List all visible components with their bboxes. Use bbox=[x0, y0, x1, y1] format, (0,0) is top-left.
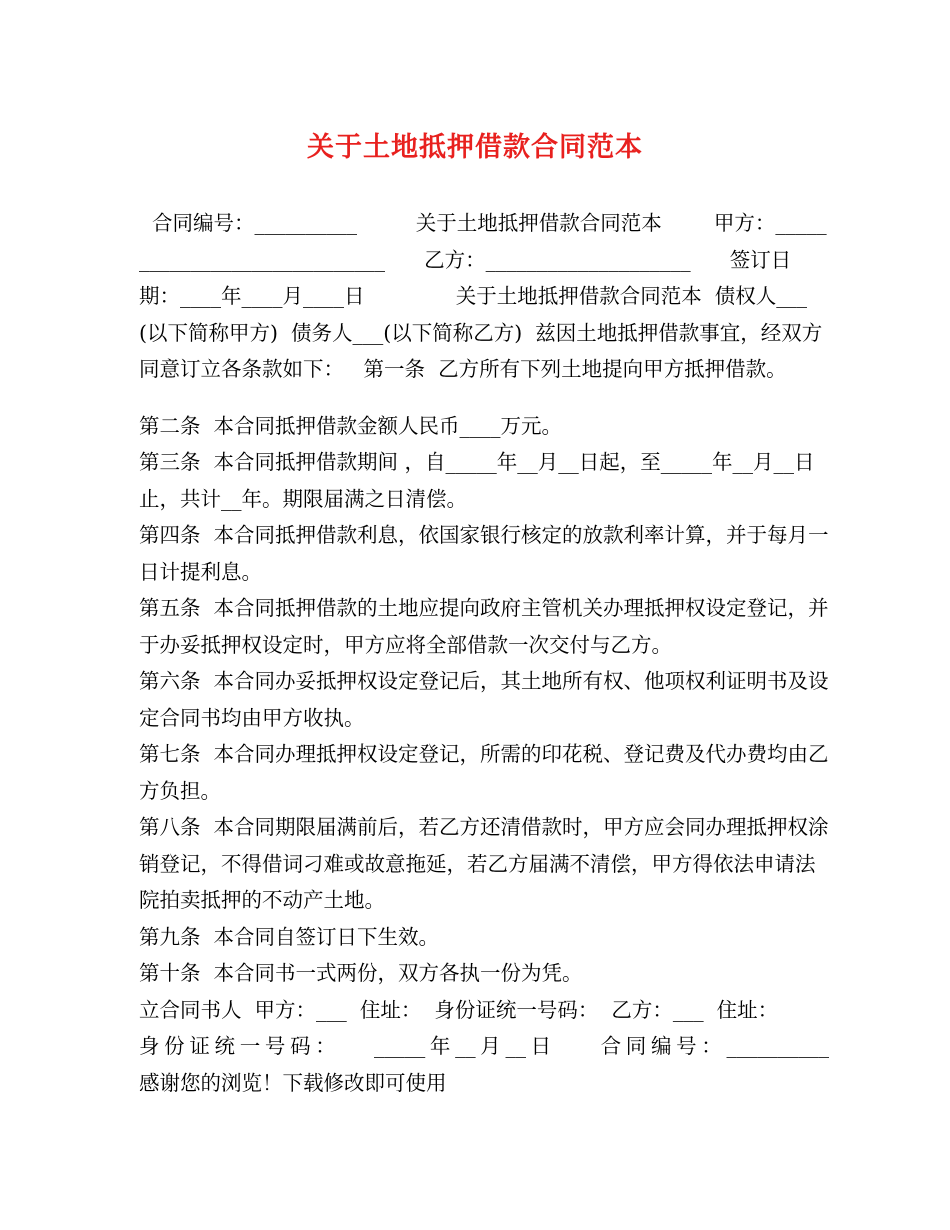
article-7: 第七条 本合同办理抵押权设定登记，所需的印花税、登记费及代办费均由乙方负担。 bbox=[139, 742, 829, 803]
article-10: 第十条 本合同书一式两份，双方各执一份为凭。 bbox=[139, 961, 583, 985]
paragraph-gap bbox=[139, 388, 829, 408]
article-4: 第四条 本合同抵押借款利息，依国家银行核定的放款利率计算，并于每月一日计提利息。 bbox=[139, 523, 829, 584]
signature-line-2: 身份证统一号码： _____年__月__日 合同编号：__________ bbox=[139, 1034, 829, 1058]
article-5: 第五条 本合同抵押借款的土地应提向政府主管机关办理抵押权设定登记，并于办妥抵押权设定时，甲方应将全部借款一次交付与乙方。 bbox=[139, 596, 829, 657]
closing-note: 感谢您的浏览！下载修改即可使用 bbox=[139, 1070, 447, 1095]
article-3: 第三条 本合同抵押借款期间 ，自_____年__月__日起，至_____年__月__日止，共计__年。期限届满之日清偿。 bbox=[139, 450, 815, 511]
document-body bbox=[139, 205, 829, 1101]
header-paragraph: 合同编号：__________ 关于土地抵押借款合同范本 甲方：_____________________________ 乙方：____________________ 签订日期：____年____月____日 关于土地抵押借款合同范本 债权人___(以下简称甲方) 债务人___(以下简称乙方) 兹因土地抵押借款事宜，经双方同意订立各条款如下： 第一条 乙方所有下列土地提向甲方抵押借款。 bbox=[139, 211, 827, 381]
article-9: 第九条 本合同自签订日下生效。 bbox=[139, 924, 440, 949]
article-6: 第六条 本合同办妥抵押权设定登记后，其土地所有权、他项权利证明书及设定合同书均由甲方收执。 bbox=[139, 669, 829, 730]
article-2: 第二条 本合同抵押借款金额人民币____万元。 bbox=[139, 413, 563, 438]
signature-line-1: 立合同书人 甲方：___ 住址： 身份证统一号码： 乙方：___ 住址： bbox=[139, 997, 779, 1022]
article-8: 第八条 本合同期限届满前后，若乙方还清借款时，甲方应会同办理抵押权涂销登记，不得借词刁难或故意拖延，若乙方届满不清偿，甲方得依法申请法院拍卖抵押的不动产土地。 bbox=[139, 815, 829, 912]
document-title: 关于土地抵押借款合同范本 bbox=[307, 132, 643, 163]
